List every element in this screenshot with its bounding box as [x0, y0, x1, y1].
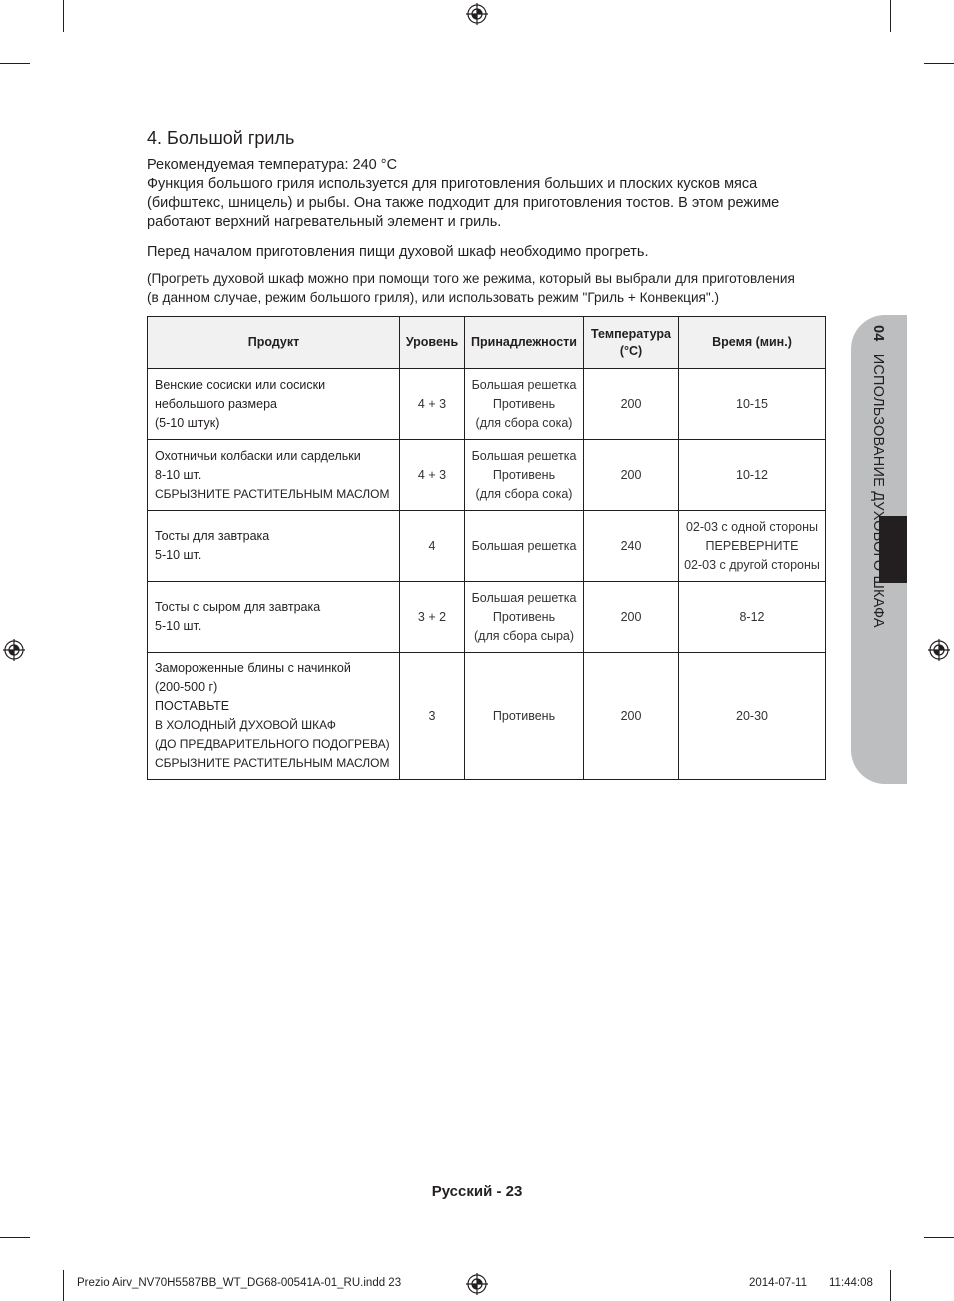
- accessory-line: Противень: [492, 609, 556, 624]
- product-line: (200-500 г): [155, 680, 218, 694]
- cell-temperature: 200: [584, 582, 679, 653]
- table-header-row: [148, 317, 826, 369]
- table-row: [148, 369, 826, 440]
- cell-temperature: 200: [584, 369, 679, 440]
- product-line: Замороженные блины с начинкой: [155, 661, 351, 675]
- slug-date: 2014-07-11: [749, 1277, 807, 1289]
- time-line: 02-03 с одной стороны: [685, 519, 819, 534]
- accessory-line: Противень: [492, 708, 556, 723]
- cell-level: 4: [400, 511, 465, 582]
- time-line: 20-30: [736, 708, 768, 723]
- section-title: 4. Большой гриль: [147, 128, 295, 148]
- crop-mark: [890, 0, 891, 32]
- time-line: 8-12: [739, 609, 765, 624]
- slug-filename: Prezio Airv_NV70H5587BB_WT_DG68-00541A-01_RU.indd 23: [77, 1277, 402, 1289]
- cell-product: [148, 653, 400, 780]
- time-line: ПЕРЕВЕРНИТЕ: [705, 538, 799, 553]
- table-row: [148, 511, 826, 582]
- accessory-line: Большая решетка: [471, 377, 577, 392]
- cell-time: [679, 582, 826, 653]
- table-row: [148, 653, 826, 780]
- crop-mark: [0, 1237, 30, 1238]
- header-accessories: Принадлежности: [465, 317, 584, 369]
- product-line: небольшого размера: [155, 396, 277, 411]
- accessory-line: Большая решетка: [471, 590, 577, 605]
- crop-mark: [924, 1237, 954, 1238]
- header-product: Продукт: [148, 317, 400, 369]
- cell-product: [148, 440, 400, 511]
- cell-accessories: [465, 511, 584, 582]
- product-line: Охотничьи колбаски или сардельки: [155, 448, 361, 463]
- preheat-detail: [147, 269, 837, 307]
- cell-level: 4 + 3: [400, 369, 465, 440]
- product-line: 8-10 шт.: [155, 467, 202, 482]
- recommended-temperature: Рекомендуемая температура: 240 °C: [147, 157, 398, 173]
- cell-level: 4 + 3: [400, 440, 465, 511]
- description-line: (бифштекс, шницель) и рыбы. Она также подходит для приготовления тостов. В этом режиме: [147, 195, 780, 211]
- preheat-note: Перед началом приготовления пищи духовой шкаф необходимо прогреть.: [147, 244, 649, 260]
- cell-product: [148, 511, 400, 582]
- cell-temperature: 240: [584, 511, 679, 582]
- registration-mark-icon: [928, 639, 950, 661]
- cell-accessories: [465, 582, 584, 653]
- accessory-line: Большая решетка: [471, 448, 577, 463]
- table-row: [148, 440, 826, 511]
- cell-accessories: [465, 440, 584, 511]
- product-line: 5-10 шт.: [155, 619, 202, 633]
- product-line: В ХОЛОДНЫЙ ДУХОВОЙ ШКАФ: [155, 718, 336, 732]
- chapter-number: 04: [870, 325, 886, 342]
- product-line: Тосты с сыром для завтрака: [155, 600, 321, 614]
- product-line: Тосты для завтрака: [155, 529, 270, 543]
- accessory-line: (для сбора сока): [475, 486, 573, 501]
- accessory-line: Большая решетка: [471, 538, 577, 553]
- product-line: 5-10 шт.: [155, 548, 202, 562]
- crop-mark: [63, 1270, 64, 1301]
- product-line: СБРЫЗНИТЕ РАСТИТЕЛЬНЫМ МАСЛОМ: [155, 486, 390, 501]
- cell-time: [679, 440, 826, 511]
- crop-mark: [924, 63, 954, 64]
- chapter-title: ИСПОЛЬЗОВАНИЕ ДУХОВОГО ШКАФА: [870, 353, 886, 628]
- header-temperature: [584, 317, 679, 369]
- cell-temperature: 200: [584, 440, 679, 511]
- time-line: 10-15: [736, 396, 768, 411]
- crop-mark: [63, 0, 64, 32]
- note-line: (в данном случае, режим большого гриля), или использовать режим "Гриль + Конвекция".): [147, 290, 720, 305]
- table-row: [148, 582, 826, 653]
- registration-mark-icon: [3, 639, 25, 661]
- accessory-line: Противень: [492, 467, 556, 482]
- cooking-guide-table: [147, 316, 826, 780]
- header-level: Уровень: [400, 317, 465, 369]
- page-number: Русский - 23: [431, 1183, 523, 1200]
- description-line: Функция большого гриля используется для приготовления больших и плоских кусков мяса: [147, 176, 758, 192]
- cell-time: [679, 511, 826, 582]
- accessory-line: (для сбора сока): [475, 415, 573, 430]
- time-line: 02-03 с другой стороны: [684, 557, 820, 572]
- cell-accessories: [465, 369, 584, 440]
- description: [147, 175, 837, 232]
- crop-mark: [0, 63, 30, 64]
- header-temperature-unit: (°C): [619, 343, 643, 358]
- cell-time: [679, 653, 826, 780]
- product-line: (ДО ПРЕДВАРИТЕЛЬНОГО ПОДОГРЕВА): [155, 737, 390, 751]
- cell-accessories: [465, 653, 584, 780]
- product-line: (5-10 штук): [155, 415, 220, 430]
- header-time: Время (мин.): [679, 317, 826, 369]
- cell-product: [148, 582, 400, 653]
- accessory-line: Противень: [492, 396, 556, 411]
- registration-mark-icon: [466, 3, 488, 25]
- product-line: ПОСТАВЬТЕ: [155, 699, 230, 713]
- accessory-line: (для сбора сыра): [473, 628, 575, 643]
- product-line: СБРЫЗНИТЕ РАСТИТЕЛЬНЫМ МАСЛОМ: [155, 756, 390, 770]
- chapter-label: [866, 325, 886, 655]
- cell-temperature: 200: [584, 653, 679, 780]
- registration-mark-icon: [466, 1273, 488, 1295]
- header-temperature-label: Температура: [591, 326, 671, 341]
- note-line: (Прогреть духовой шкаф можно при помощи того же режима, который вы выбрали для приготовления: [147, 271, 795, 286]
- cell-time: [679, 369, 826, 440]
- description-line: работают верхний нагревательный элемент и гриль.: [147, 214, 502, 230]
- slug-time: 11:44:08: [829, 1277, 873, 1289]
- cell-level: 3: [400, 653, 465, 780]
- cell-product: [148, 369, 400, 440]
- product-line: Венские сосиски или сосиски: [155, 377, 326, 392]
- crop-mark: [890, 1270, 891, 1301]
- time-line: 10-12: [736, 467, 768, 482]
- cell-level: 3 + 2: [400, 582, 465, 653]
